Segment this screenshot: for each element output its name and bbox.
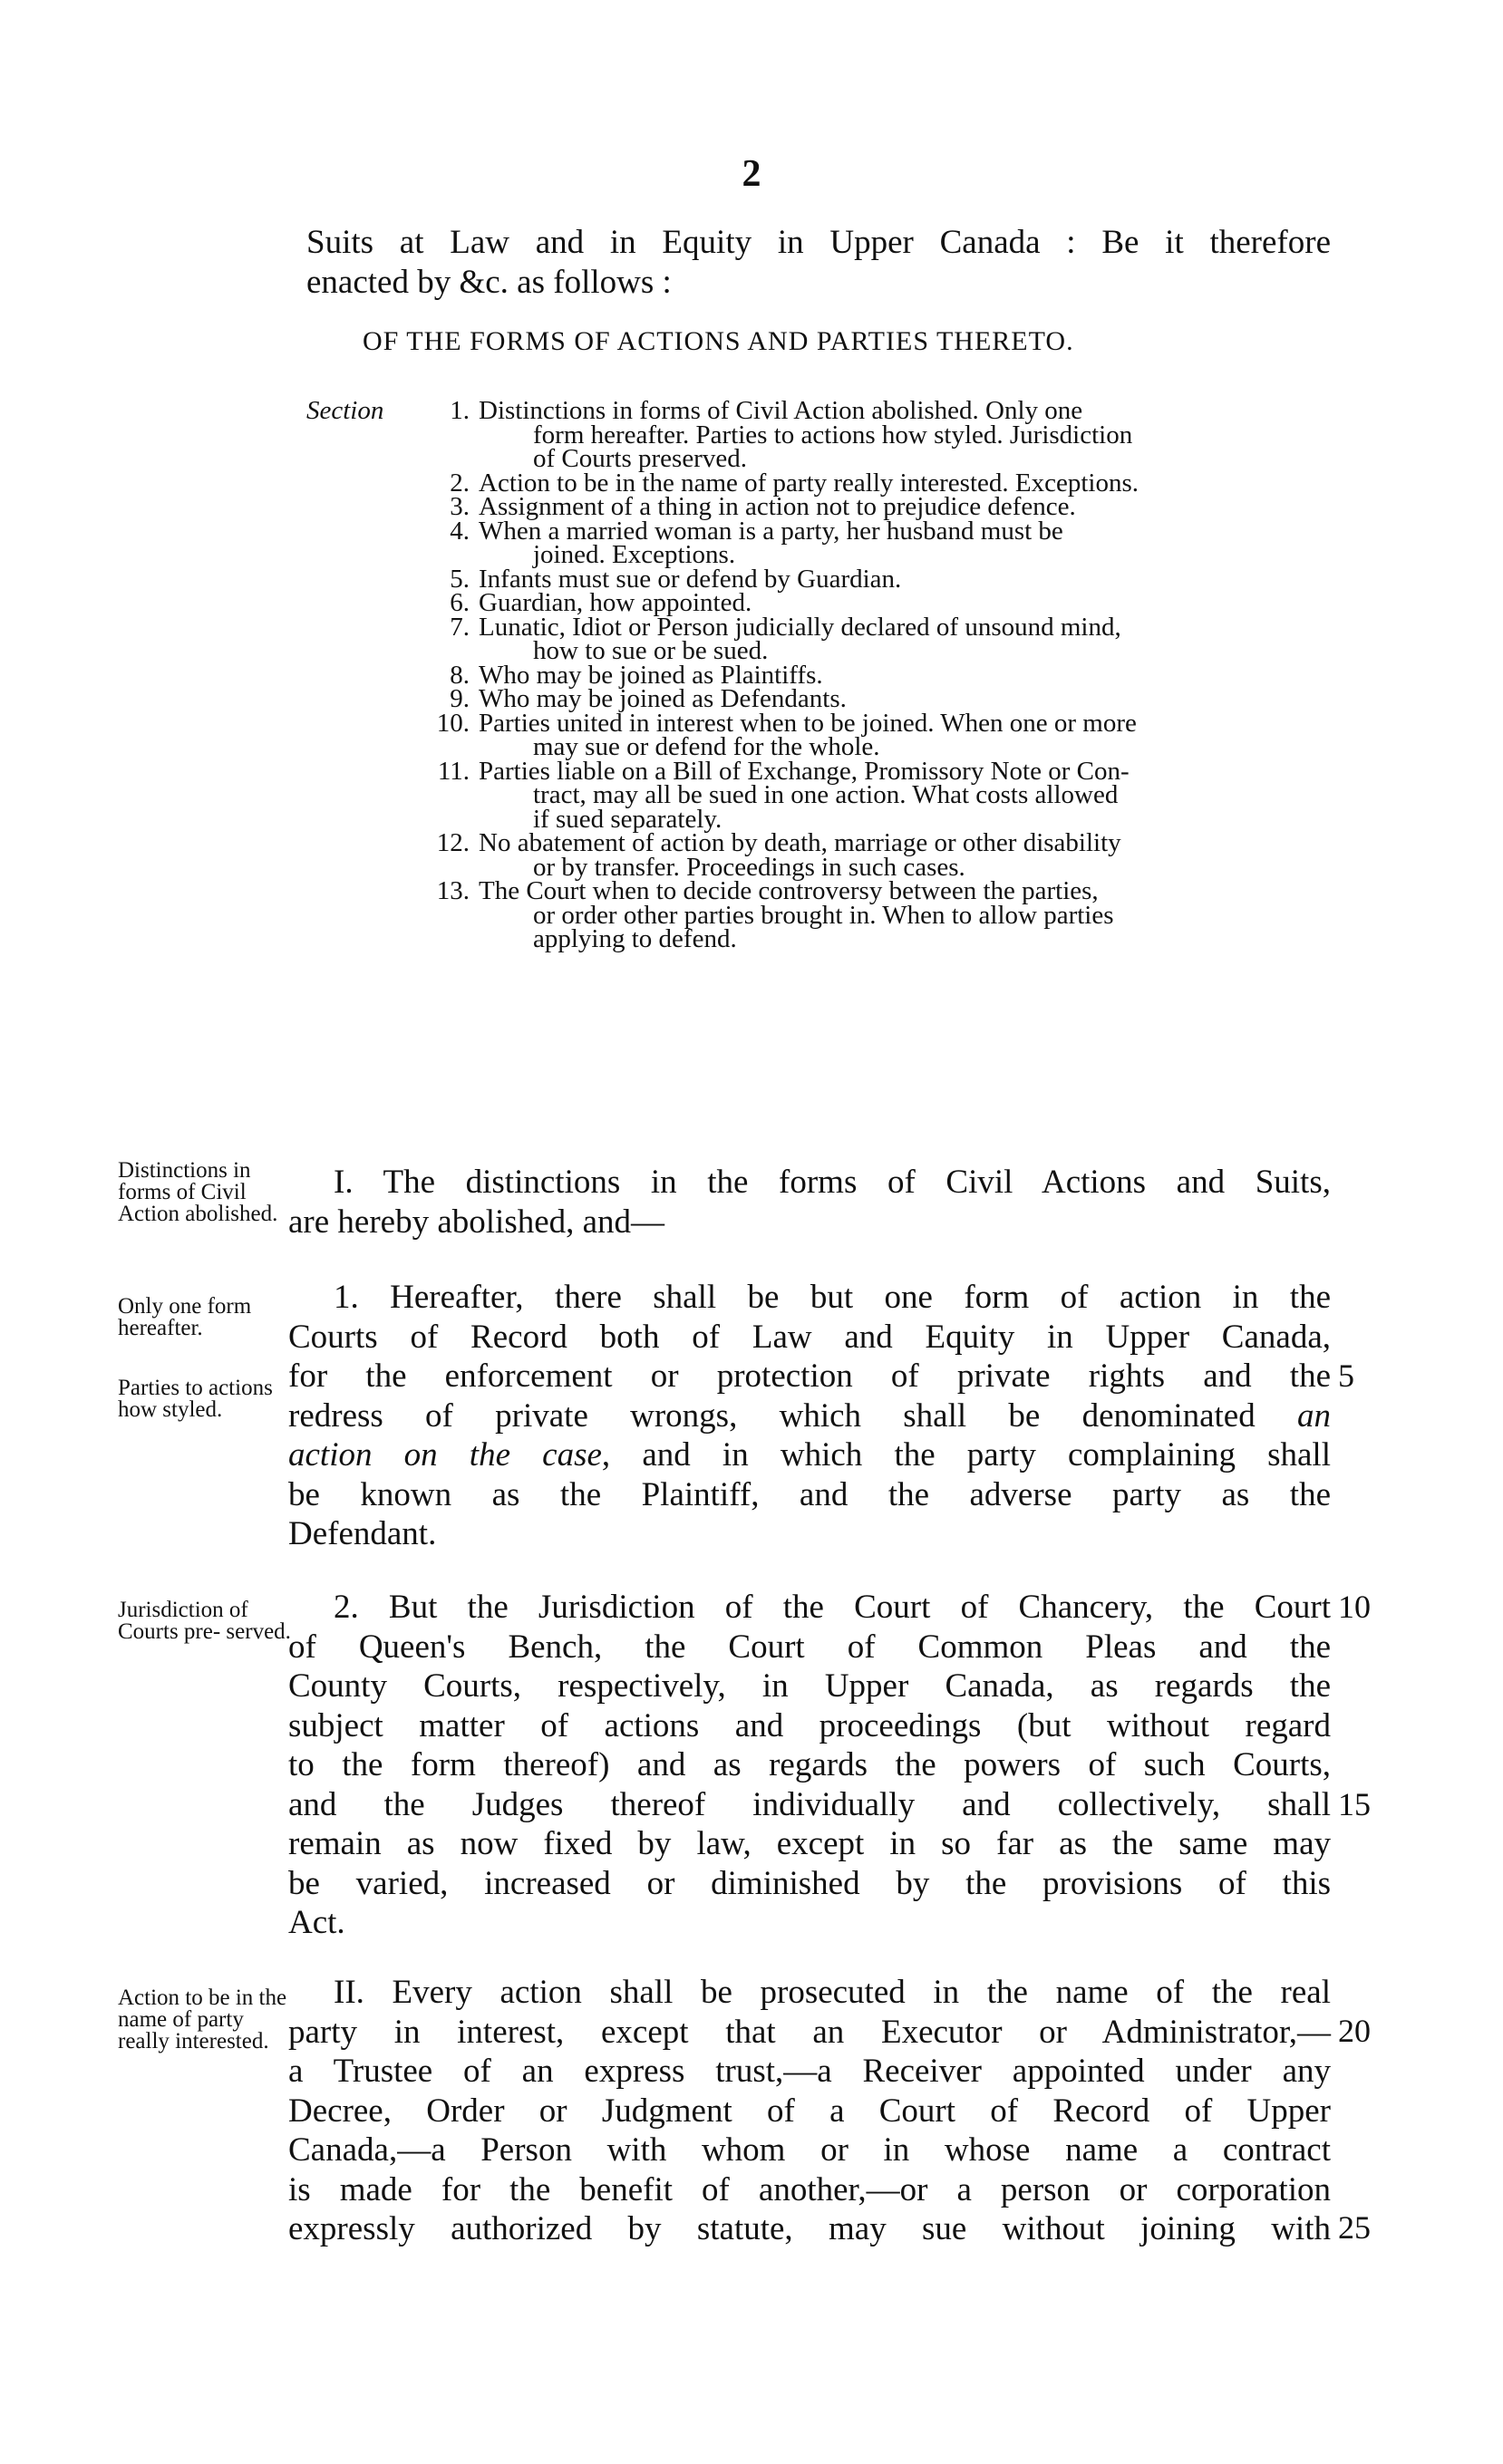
toc-entry: [306, 612, 1331, 665]
section-line: expressly authorized by statute, may sue without joining with: [288, 2210, 1331, 2247]
margin-note-parties-styled: Parties to actions how styled.: [118, 1376, 273, 1422]
toc-entry-number: 8.: [450, 660, 470, 690]
section-line: of Queen's Bench, the Court of Common Pleas and the: [288, 1628, 1331, 1666]
section-1: [288, 1163, 1331, 1242]
toc-entry-line: Lunatic, Idiot or Person judicially declared of unsound mind,: [479, 612, 1121, 642]
toc-entry-text: [479, 516, 1331, 569]
section-line: 1. Hereafter, there shall be but one form of action in the: [334, 1279, 1331, 1316]
toc-entry-line: form hereafter. Parties to actions how styled. Jurisdiction: [533, 420, 1133, 449]
toc-entry-line: Who may be joined as Defendants.: [479, 684, 847, 713]
toc-entry: [306, 756, 1331, 834]
section-line: be varied, increased or diminished by the provisions of this: [288, 1864, 1331, 1902]
toc-entry-line: Who may be joined as Plaintiffs.: [479, 660, 823, 690]
section-heading: OF THE FORMS OF ACTIONS AND PARTIES THERETO.: [363, 326, 1074, 356]
section-line: party in interest, except that an Executor or Administrator,—: [288, 2013, 1331, 2051]
section-line: remain as now fixed by law, except in so far as the same may: [288, 1825, 1331, 1862]
section-2: [288, 1973, 1331, 2249]
toc-entry-text: [479, 828, 1331, 882]
margin-note-one-form: Only one form hereafter.: [118, 1294, 252, 1340]
section-line: subject matter of actions and proceedings (but without regard: [288, 1706, 1331, 1744]
section-line: are hereby abolished, and—: [288, 1203, 665, 1241]
toc-entry-text: [479, 708, 1331, 761]
intro-text: [306, 223, 1331, 302]
page-number: 2: [742, 153, 761, 195]
toc-entry-number: 4.: [450, 516, 470, 546]
toc-entry-text: [479, 876, 1331, 953]
section-1-2: [288, 1588, 1331, 1943]
italic-action-on-the-case: action on the case: [288, 1436, 602, 1474]
toc-entry-line: how to sue or be sued.: [533, 636, 769, 665]
toc-entry-line: of Courts preserved.: [533, 444, 747, 473]
toc-entry-text: [479, 396, 1331, 473]
table-of-contents: [306, 396, 1331, 953]
toc-entry-number: 5.: [450, 564, 470, 594]
toc-entry-line: or by transfer. Proceedings in such cases.: [533, 852, 965, 882]
margin-note-action-real-party: Action to be in the name of party really interested.: [118, 1986, 287, 2053]
toc-entry-line: may sue or defend for the whole.: [533, 732, 880, 761]
toc-entry-line: No abatement of action by death, marriage or other disability: [479, 828, 1121, 857]
toc-entry-number: 12.: [436, 828, 470, 857]
toc-entry-number: 2.: [450, 468, 470, 498]
margin-note-jurisdiction: Jurisdiction of Courts pre- served.: [118, 1598, 291, 1644]
toc-entry-number: 6.: [450, 588, 470, 617]
toc-entry-line: Infants must sue or defend by Guardian.: [479, 564, 902, 594]
toc-entry-line: Guardian, how appointed.: [479, 588, 752, 617]
section-line: II. Every action shall be prosecuted in the name of the real: [334, 1974, 1331, 2011]
toc-entry-line: applying to defend.: [533, 924, 737, 953]
section-line: to the form thereof) and as regards the powers of such Courts,: [288, 1746, 1331, 1783]
toc-entry-text: [479, 684, 1331, 713]
toc-entry-text: [479, 492, 1331, 521]
toc-entry: [306, 516, 1331, 569]
toc-entry-line: joined. Exceptions.: [533, 540, 736, 569]
toc-entry-line: Assignment of a thing in action not to prejudice defence.: [479, 492, 1076, 521]
section-line: action on the case, and in which the party complaining shall: [288, 1436, 1331, 1474]
toc-entry-number: 11.: [437, 756, 470, 786]
section-line: Canada,—a Person with whom or in whose name a contract: [288, 2131, 1331, 2169]
toc-entry: [306, 828, 1331, 882]
toc-entry-number: 10.: [436, 708, 470, 738]
toc-entry: [306, 588, 1331, 617]
section-line: is made for the benefit of another,—or a person or corporation: [288, 2170, 1331, 2208]
toc-entry-line: or order other parties brought in. When to allow parties: [533, 900, 1114, 930]
line-number: 25: [1338, 2209, 1371, 2246]
line-number: 10: [1338, 1589, 1371, 1625]
italic-an: an: [1297, 1396, 1331, 1435]
toc-entry: [306, 684, 1331, 713]
section-line: and the Judges thereof individually and collectively, shall: [288, 1785, 1331, 1823]
line-number: 20: [1338, 2013, 1371, 2049]
toc-entry-number: 3.: [450, 492, 470, 521]
section-line: 2. But the Jurisdiction of the Court of Chancery, the Court: [334, 1589, 1331, 1626]
toc-entry: [306, 492, 1331, 521]
toc-entry-line: Action to be in the name of party really interested. Exceptions.: [479, 468, 1139, 498]
toc-entry-text: [479, 612, 1331, 665]
toc-entry: [306, 876, 1331, 953]
line-number: 15: [1338, 1786, 1371, 1822]
section-line: for the enforcement or protection of private rights and the: [288, 1358, 1331, 1395]
toc-entry-line: Distinctions in forms of Civil Action abolished. Only one: [479, 396, 1083, 425]
section-line: Act.: [288, 1904, 345, 1941]
intro-line: enacted by &c. as follows :: [306, 263, 672, 301]
section-line: be known as the Plaintiff, and the adverse party as the: [288, 1475, 1331, 1513]
toc-entry-line: When a married woman is a party, her husband must be: [479, 516, 1063, 546]
section-line: County Courts, respectively, in Upper Canada, as regards the: [288, 1667, 1331, 1705]
section-line: a Trustee of an express trust,—a Receiver appointed under any: [288, 2053, 1331, 2090]
toc-entry-text: [479, 588, 1331, 617]
toc-entry-number: 7.: [450, 612, 470, 642]
section-1-1: [288, 1278, 1331, 1554]
intro-line: Suits at Law and in Equity in Upper Canada : Be it therefore: [306, 224, 1331, 261]
toc-entry-text: [479, 756, 1331, 834]
toc-entry-number: 9.: [450, 684, 470, 713]
line-number: 5: [1338, 1358, 1354, 1394]
toc-entry-line: if sued separately.: [533, 804, 722, 834]
section-line: redress of private wrongs, which shall be denominated an: [288, 1396, 1331, 1435]
toc-entry: [306, 396, 1331, 473]
toc-entry-line: The Court when to decide controversy between the parties,: [479, 876, 1099, 905]
toc-entry-number: 13.: [436, 876, 470, 905]
section-line: I. The distinctions in the forms of Civil Actions and Suits,: [334, 1164, 1331, 1201]
section-line: Decree, Order or Judgment of a Court of Record of Upper: [288, 2092, 1331, 2130]
toc-entry-line: Parties united in interest when to be joined. When one or more: [479, 708, 1137, 738]
margin-note-distinctions: Distinctions in forms of Civil Action abolished.: [118, 1158, 278, 1226]
section-line: Courts of Record both of Law and Equity in Upper Canada,: [288, 1318, 1331, 1356]
toc-entry: [306, 708, 1331, 761]
toc-entry-number: 1.: [450, 396, 470, 425]
toc-entry-line: Parties liable on a Bill of Exchange, Promissory Note or Con-: [479, 756, 1130, 786]
section-line: Defendant.: [288, 1515, 437, 1552]
toc-entry-line: tract, may all be sued in one action. What costs allowed: [533, 780, 1119, 809]
toc-section-word: Section: [306, 396, 384, 425]
